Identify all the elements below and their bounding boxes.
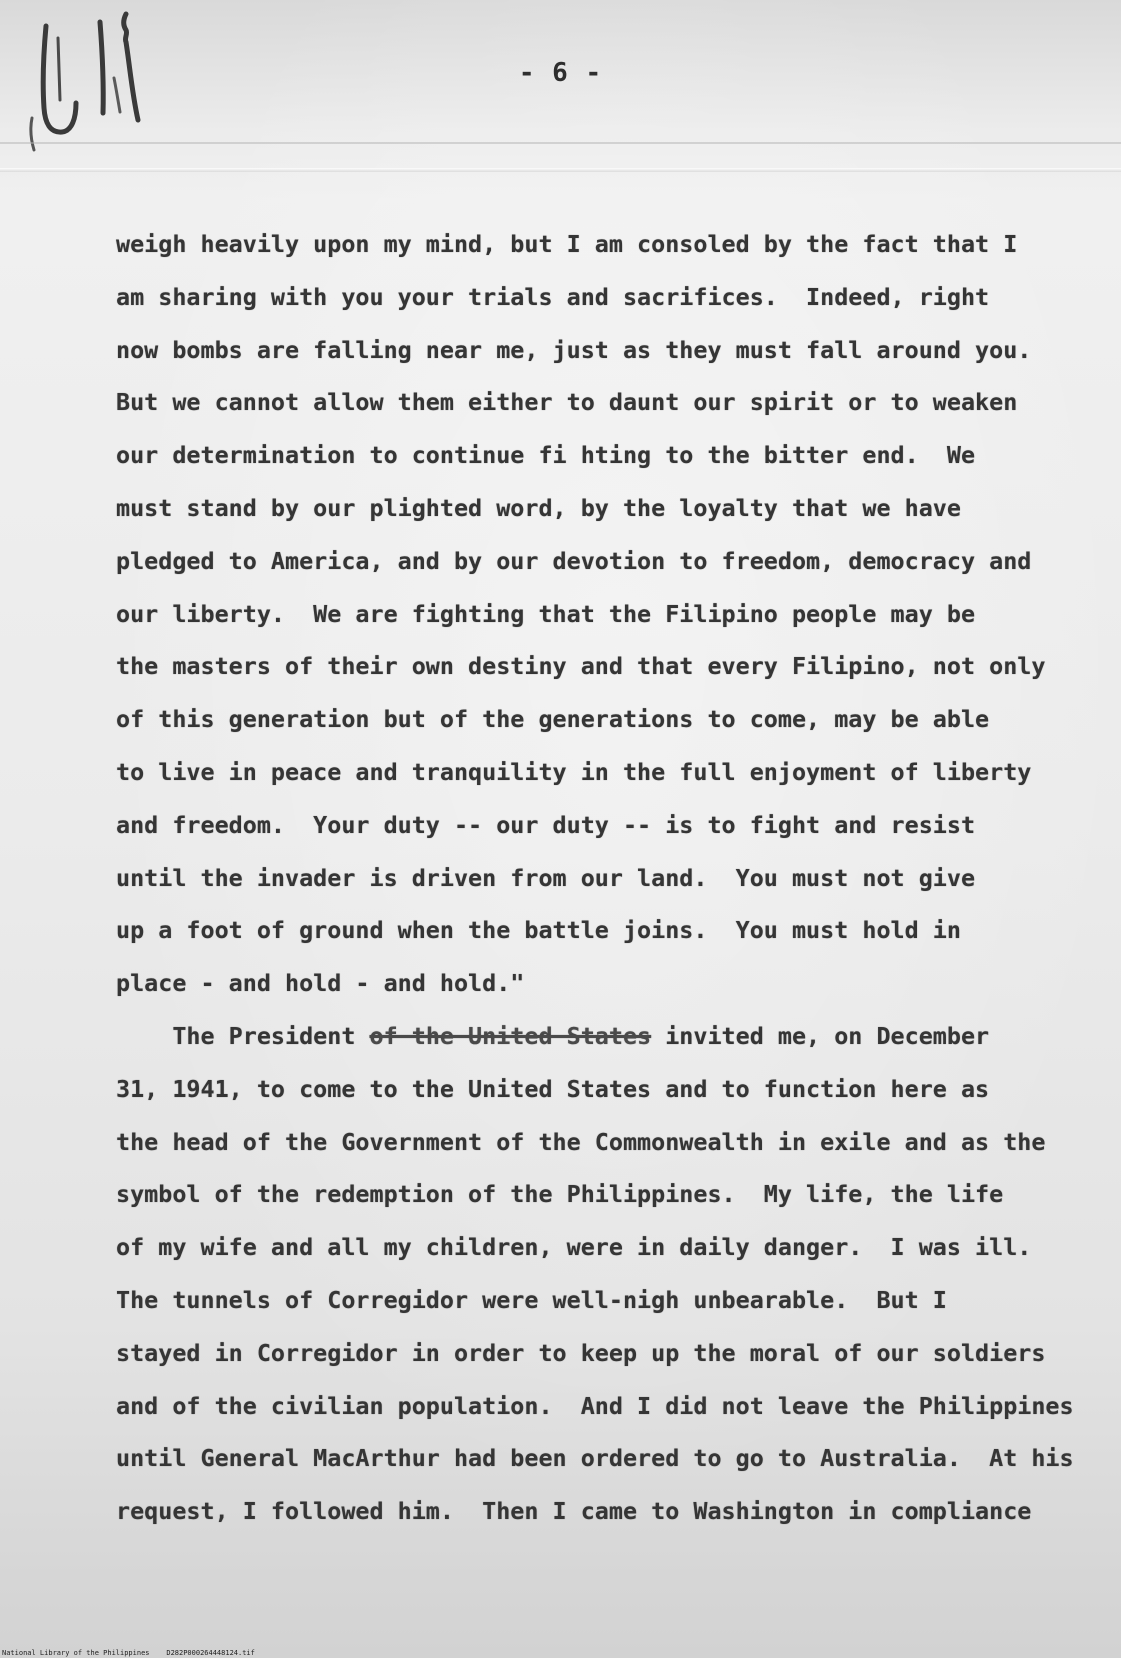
text-line: of this generation but of the generations to come, may be able <box>116 705 990 734</box>
text-line: weigh heavily upon my mind, but I am consoled by the fact that I <box>116 230 1018 258</box>
text-line: symbol of the redemption of the Philippines. My life, the life <box>116 1180 1004 1209</box>
text-line: up a foot of ground when the battle joins. You must hold in <box>116 916 961 945</box>
text-line: request, I followed him. Then I came to Washington in compliance <box>116 1497 1032 1526</box>
page-number: - 6 - <box>518 58 603 88</box>
text-line: and of the civilian population. And I did not leave the Philippines <box>116 1391 1074 1420</box>
text-line: until the invader is driven from our land. You must not give <box>116 863 976 892</box>
text-line: of my wife and all my children, were in daily danger. I was ill. <box>116 1233 1032 1262</box>
text-line: stayed in Corregidor in order to keep up the moral of our soldiers <box>116 1338 1046 1367</box>
letter-body <box>116 218 1076 1538</box>
struck-text: of the United States <box>369 1021 652 1050</box>
paragraph-first-line <box>116 1010 1076 1063</box>
text-segment: The President <box>116 1021 370 1050</box>
text-line: place - and hold - and hold." <box>116 969 525 998</box>
text-line: and freedom. Your duty -- our duty -- is to fight and resist <box>116 810 976 839</box>
text-segment: invited me, on December <box>651 1021 990 1050</box>
text-line: must stand by our plighted word, by the loyalty that we have <box>116 493 961 522</box>
text-line: 31, 1941, to come to the United States and to function here as <box>116 1074 990 1103</box>
text-line: now bombs are falling near me, just as they must fall around you. <box>116 335 1032 364</box>
text-line: pledged to America, and by our devotion to freedom, democracy and <box>116 546 1032 575</box>
text-line: But we cannot allow them either to daunt our spirit or to weaken <box>116 388 1018 417</box>
archive-footer: National Library of the Philippines D282P000264448124.tif <box>2 1649 255 1657</box>
text-line: am sharing with you your trials and sacrifices. Indeed, right <box>116 282 990 311</box>
text-line: our determination to continue fi hting to the bitter end. We <box>116 441 976 470</box>
text-line: our liberty. We are fighting that the Filipino people may be <box>116 599 976 628</box>
text-line: the masters of their own destiny and that every Filipino, not only <box>116 652 1046 681</box>
text-line: until General MacArthur had been ordered to go to Australia. At his <box>116 1444 1074 1473</box>
text-line: The tunnels of Corregidor were well-nigh unbearable. But I <box>116 1285 947 1314</box>
text-line: the head of the Government of the Commonwealth in exile and as the <box>116 1127 1046 1156</box>
text-line: to live in peace and tranquility in the full enjoyment of liberty <box>116 757 1032 786</box>
